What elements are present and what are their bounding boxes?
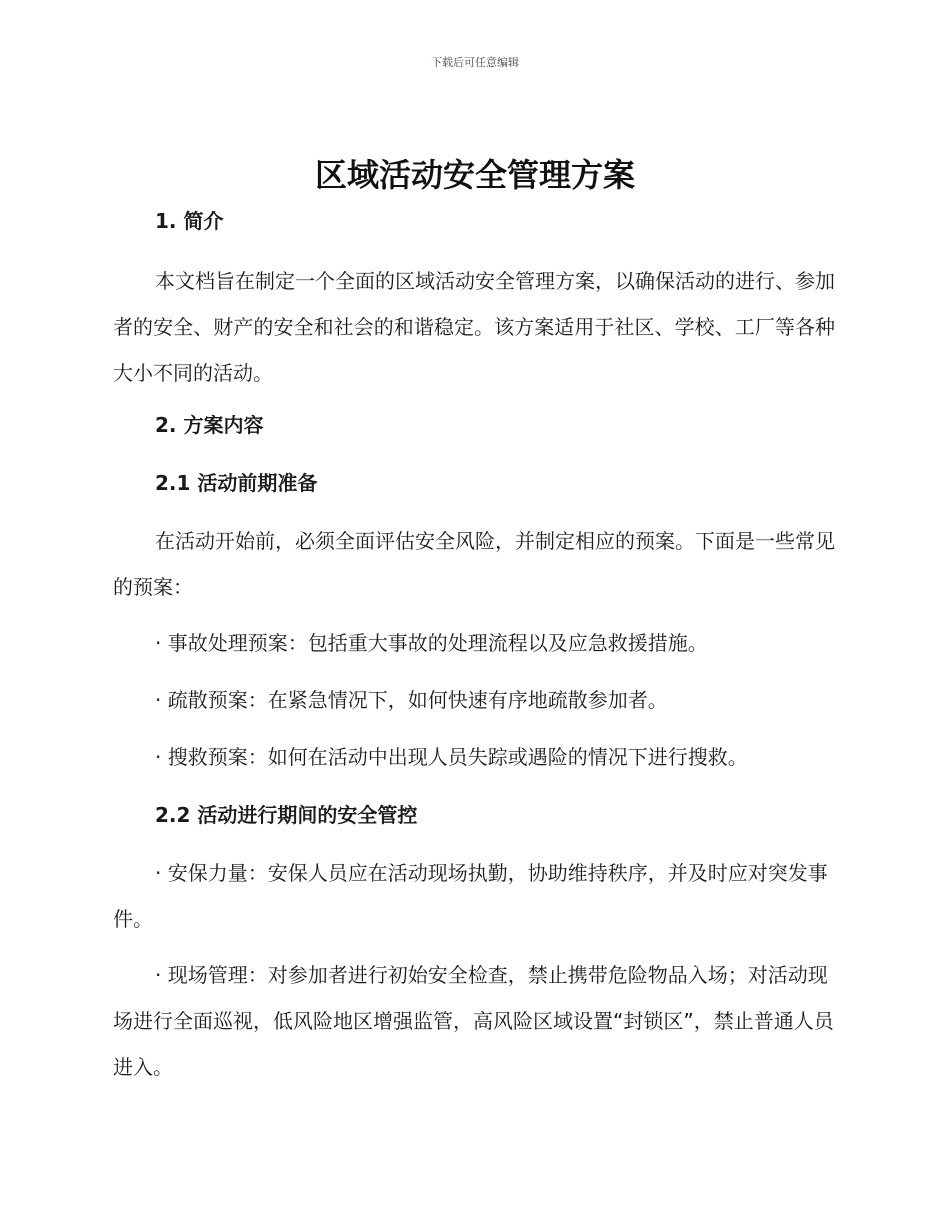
- section-2-1-paragraph: 在活动开始前，必须全面评估安全风险，并制定相应的预案。下面是一些常见的预案：: [113, 529, 835, 599]
- bullet-site-management: · 现场管理：对参加者进行初始安全检查，禁止携带危险物品入场；对活动现场进行全面巡视，低风险地区增强监管，高风险区域设置“封锁区”，禁止普通人员进入。: [113, 963, 834, 1079]
- section-1-heading: 1. 简介: [155, 209, 224, 233]
- bullet-security-force: · 安保力量：安保人员应在活动现场执勤，协助维持秩序，并及时应对突发事件。: [113, 861, 828, 931]
- section-1-paragraph: 本文档旨在制定一个全面的区域活动安全管理方案，以确保活动的进行、参加者的安全、财产的安全和社会的和谐稳定。该方案适用于社区、学校、工厂等各种大小不同的活动。: [113, 269, 835, 385]
- document-title: 区域活动安全管理方案: [314, 156, 635, 194]
- bullet-evacuation-plan: · 疏散预案：在紧急情况下，如何快速有序地疏散参加者。: [155, 688, 668, 712]
- bullet-rescue-plan: · 搜救预案：如何在活动中出现人员失踪或遇险的情况下进行搜救。: [155, 745, 748, 769]
- section-2-1-heading: 2.1 活动前期准备: [155, 471, 318, 495]
- section-2-2-heading: 2.2 活动进行期间的安全管控: [155, 803, 418, 827]
- page-header: 下载后可任意编辑: [431, 56, 519, 69]
- section-2-heading: 2. 方案内容: [155, 413, 264, 437]
- bullet-accident-plan: · 事故处理预案：包括重大事故的处理流程以及应急救援措施。: [155, 631, 708, 655]
